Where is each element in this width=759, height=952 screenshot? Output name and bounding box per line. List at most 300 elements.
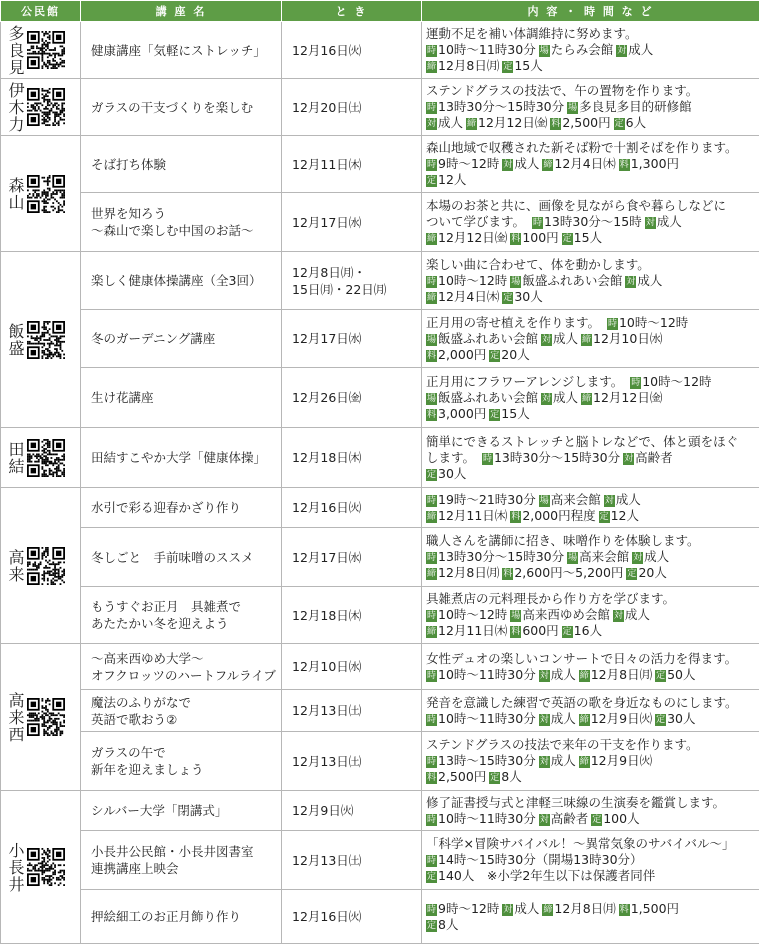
detail-text: 多良見多目的研修館 — [579, 99, 692, 114]
detail-text: 140人 ※小学2年生以下は保護者同伴 — [438, 868, 656, 883]
course-details — [422, 528, 759, 587]
time-label: 時 — [426, 276, 436, 287]
detail-text: たらみ会館 — [550, 42, 614, 57]
fee-label: 料 — [511, 234, 521, 244]
detail-text: ついて学びます。 — [426, 214, 529, 229]
qr-code-icon — [27, 439, 65, 477]
course-details — [422, 587, 759, 644]
hall-cell — [1, 252, 81, 428]
course-date: 12月17日㈬ — [282, 310, 422, 368]
course-row — [1, 488, 759, 528]
detail-text: 女性デュオの楽しいコンサートで日々の活力を得ます。 — [426, 650, 738, 666]
header-content: 内 容 ・ 時 間 な ど — [422, 1, 759, 22]
capacity-label: 定 — [490, 350, 500, 361]
detail-text: 10時～11時30分 — [438, 42, 536, 57]
detail-text: 高齢者 — [635, 449, 673, 465]
detail-line — [426, 315, 755, 331]
capacity-label: 定 — [656, 714, 666, 725]
detail-text: ステンドグラスの技法で来年の干支を作ります。 — [426, 737, 699, 752]
qr-code-icon — [27, 848, 65, 886]
deadline-label: 締 — [467, 119, 477, 129]
course-date: 12月13日㈯ — [282, 831, 422, 890]
course-name: ガラスの干支づくりを楽しむ — [81, 79, 282, 136]
course-row — [1, 528, 759, 587]
capacity-label: 定 — [503, 292, 513, 303]
detail-line — [426, 42, 755, 58]
detail-text: 12月12日㈮ — [438, 230, 508, 245]
detail-text: 10時～11時30分 — [438, 666, 536, 682]
qr-code-icon — [27, 547, 65, 585]
detail-line — [426, 737, 755, 753]
course-row — [1, 310, 759, 368]
course-details — [422, 732, 759, 791]
detail-line — [426, 156, 755, 172]
course-name: 水引で彩る迎春かざり作り — [81, 488, 282, 528]
time-label: 時 — [426, 814, 436, 825]
detail-text: 高来会館 — [550, 491, 601, 507]
deadline-label: 締 — [582, 393, 592, 404]
detail-text: 本場のお茶と共に、画像を見ながら食や暮らしなどに — [426, 198, 727, 213]
fee-label: 料 — [619, 904, 629, 915]
course-row — [1, 79, 759, 136]
capacity-label: 定 — [614, 119, 624, 129]
qr-code-icon — [27, 88, 65, 126]
detail-text: 9時～12時 — [438, 156, 500, 171]
course-name: 押絵細工のお正月飾り作り — [81, 890, 282, 944]
course-row — [1, 136, 759, 193]
time-label: 時 — [426, 160, 436, 170]
course-details — [422, 488, 759, 528]
detail-text: 13時30分～15時30分 — [493, 449, 621, 465]
deadline-label: 締 — [543, 904, 553, 915]
detail-text: 8人 — [438, 916, 459, 932]
hall-wrap — [1, 25, 80, 76]
course-row — [1, 644, 759, 690]
course-date: 12月18日㈭ — [282, 428, 422, 488]
time-label: 時 — [426, 553, 436, 563]
header-course: 講 座 名 — [81, 1, 282, 22]
target-label: 対 — [539, 670, 549, 681]
target-label: 対 — [539, 757, 549, 767]
course-date: 12月16日㈫ — [282, 488, 422, 528]
course-date: 12月16日㈫ — [282, 22, 422, 79]
course-name: 生け花講座 — [81, 368, 282, 428]
detail-line — [426, 115, 755, 131]
capacity-label: 定 — [503, 62, 513, 72]
place-label: 場 — [511, 276, 521, 287]
detail-text: 100人 — [603, 810, 640, 826]
detail-text: 飯盛ふれあい会館 — [522, 272, 623, 288]
target-label: 対 — [503, 160, 513, 170]
deadline-label: 締 — [582, 334, 592, 345]
course-date: 12月11日㈭ — [282, 136, 422, 193]
course-details — [422, 310, 759, 368]
detail-line — [426, 508, 755, 524]
detail-text: 成人 — [656, 214, 682, 229]
course-details — [422, 79, 759, 136]
detail-text: 2,600円～5,200円 — [514, 565, 624, 580]
hall-wrap — [1, 321, 80, 359]
course-details — [422, 791, 759, 831]
course-row — [1, 428, 759, 488]
detail-text: 20人 — [501, 346, 530, 362]
detail-line — [426, 711, 755, 727]
course-date: 12月13日㈯ — [282, 732, 422, 791]
detail-text: します。 — [426, 449, 479, 465]
detail-text: ステンドグラスの技法で、午の置物を作ります。 — [426, 83, 699, 98]
course-details — [422, 136, 759, 193]
target-label: 対 — [604, 495, 614, 506]
hall-wrap — [1, 175, 80, 213]
detail-line — [426, 230, 755, 246]
detail-line — [426, 852, 755, 868]
detail-line — [426, 492, 755, 508]
course-date: 12月10日㈬ — [282, 644, 422, 690]
course-details — [422, 690, 759, 732]
detail-text: 「科学×冒険サバイバル！～異常気象のサバイバル～」 — [426, 836, 735, 851]
detail-text: 修了証書授与式と津軽三味線の生演奏を鑑賞します。 — [426, 794, 726, 810]
course-name: もうすぐお正月 具雑煮で あたたかい冬を迎えよう — [81, 587, 282, 644]
detail-text: 1,300円 — [630, 156, 680, 171]
capacity-label: 定 — [627, 569, 637, 579]
detail-text: 成人 — [553, 389, 579, 405]
header-when: と き — [282, 1, 422, 22]
detail-line — [426, 99, 755, 115]
course-name: そば打ち体験 — [81, 136, 282, 193]
detail-text: 12人 — [438, 172, 467, 187]
hall-cell — [1, 22, 81, 79]
deadline-label: 締 — [543, 160, 553, 170]
detail-line — [426, 374, 755, 390]
detail-text: 高齢者 — [550, 810, 589, 826]
detail-text: 15人 — [573, 230, 603, 245]
detail-text: 15人 — [514, 58, 543, 73]
target-label: 対 — [542, 393, 552, 404]
hall-cell — [1, 488, 81, 644]
course-date: 12月13日㈯ — [282, 690, 422, 732]
target-label: 対 — [626, 276, 636, 287]
detail-line — [426, 257, 755, 273]
capacity-label: 定 — [490, 409, 500, 420]
course-row — [1, 732, 759, 791]
detail-text: 森山地域で収穫された新そば粉で十割そばを作ります。 — [426, 140, 738, 155]
detail-line — [426, 172, 755, 188]
qr-code-icon — [27, 321, 65, 359]
detail-text: 10時～11時30分 — [438, 710, 536, 726]
qr-code-icon — [27, 698, 65, 736]
hall-cell — [1, 428, 81, 488]
course-date: 12月16日㈫ — [282, 890, 422, 944]
deadline-label: 締 — [579, 670, 589, 681]
detail-line — [426, 549, 755, 565]
detail-text: 成人 — [550, 666, 576, 682]
detail-text: 13時30分～15時 — [543, 214, 642, 229]
detail-text: 12月8日㈪ — [438, 58, 500, 73]
course-date: 12月18日㈭ — [282, 587, 422, 644]
detail-text: 2,000円 — [438, 346, 487, 362]
detail-text: 成人 — [644, 549, 670, 564]
course-date: 12月17日㈬ — [282, 528, 422, 587]
detail-line — [426, 836, 755, 852]
place-label: 場 — [539, 46, 549, 56]
course-name: 楽しく健康体操講座（全3回） — [81, 252, 282, 310]
place-label: 場 — [568, 103, 578, 113]
course-row — [1, 831, 759, 890]
course-row — [1, 791, 759, 831]
detail-text: 10時～12時 — [618, 314, 689, 330]
hall-wrap — [1, 439, 80, 477]
hall-cell — [1, 136, 81, 252]
course-row — [1, 890, 759, 944]
detail-text: 100円 — [522, 230, 559, 245]
fee-label: 料 — [503, 569, 513, 579]
hall-name: 多良見 — [6, 24, 25, 76]
capacity-label: 定 — [592, 814, 602, 825]
course-name: 小長井公民館・小長井図書室 連携講座上映会 — [81, 831, 282, 890]
detail-line — [426, 607, 755, 623]
capacity-label: 定 — [426, 920, 436, 931]
detail-text: 3,000円 — [438, 405, 487, 421]
detail-text: 楽しい曲に合わせて、体を動かします。 — [426, 256, 650, 272]
course-details — [422, 193, 759, 252]
course-row — [1, 193, 759, 252]
hall-cell — [1, 79, 81, 136]
course-details — [422, 252, 759, 310]
detail-line — [426, 466, 755, 482]
time-label: 時 — [426, 856, 436, 866]
course-row — [1, 690, 759, 732]
course-name: シルバー大学「閉講式」 — [81, 791, 282, 831]
hall-name: 伊木力 — [6, 81, 25, 133]
detail-text: 9時～12時 — [438, 900, 500, 916]
detail-text: 13時30分～15時30分 — [438, 549, 565, 564]
qr-code-icon — [27, 31, 65, 69]
detail-text: 30人 — [514, 288, 543, 304]
place-label: 場 — [539, 495, 549, 506]
detail-text: 2,500円 — [438, 769, 487, 784]
hall-name: 高来 — [6, 548, 25, 583]
time-label: 時 — [426, 757, 436, 767]
detail-line — [426, 811, 755, 827]
course-name: ～高来西ゆめ大学～ オフクロッツのハートフルライブ — [81, 644, 282, 690]
time-label: 時 — [426, 611, 436, 621]
detail-text: 50人 — [667, 666, 696, 682]
detail-line — [426, 769, 755, 785]
detail-text: 飯盛ふれあい会館 — [438, 389, 539, 405]
detail-line — [426, 591, 755, 607]
detail-text: 12月10日㈬ — [593, 330, 663, 346]
detail-text: 高来西ゆめ会館 — [522, 607, 610, 622]
detail-line — [426, 917, 755, 933]
course-name: 健康講座「気軽にストレッチ」 — [81, 22, 282, 79]
detail-text: 12月9日㈫ — [590, 753, 653, 768]
detail-line — [426, 695, 755, 711]
detail-text: 12月9日㈫ — [590, 710, 653, 726]
hall-name: 田結 — [6, 440, 25, 475]
header-hall: 公民館 — [1, 1, 81, 22]
detail-text: 19時～21時30分 — [438, 491, 536, 507]
capacity-label: 定 — [562, 627, 572, 637]
hall-name: 森山 — [6, 176, 25, 211]
fee-label: 料 — [619, 160, 629, 170]
course-row — [1, 252, 759, 310]
detail-text: 10時～12時 — [438, 607, 508, 622]
course-name: 冬のガーデニング講座 — [81, 310, 282, 368]
detail-line — [426, 434, 755, 450]
detail-text: 簡単にできるストレッチと脳トレなどで、体と頭をほぐ — [426, 433, 739, 449]
detail-text: 2,500円 — [562, 115, 611, 130]
hall-wrap — [1, 692, 80, 743]
course-details — [422, 368, 759, 428]
time-label: 時 — [631, 377, 641, 388]
detail-text: 30人 — [438, 465, 467, 481]
capacity-label: 定 — [490, 773, 500, 783]
detail-text: 1,500円 — [630, 900, 680, 916]
detail-line — [426, 289, 755, 305]
target-label: 対 — [624, 453, 634, 464]
detail-text: 成人 — [550, 710, 576, 726]
deadline-label: 締 — [426, 627, 436, 637]
detail-text: 運動不足を補い体調維持に努めます。 — [426, 26, 638, 41]
detail-text: 成人 — [624, 607, 650, 622]
capacity-label: 定 — [562, 234, 572, 244]
detail-text: 成人 — [514, 156, 540, 171]
course-name: 田結すこやか大学「健康体操」 — [81, 428, 282, 488]
detail-text: 成人 — [553, 330, 579, 346]
time-label: 時 — [426, 670, 436, 681]
deadline-label: 締 — [579, 714, 589, 725]
target-label: 対 — [426, 119, 436, 129]
detail-line — [426, 753, 755, 769]
capacity-label: 定 — [426, 176, 436, 186]
detail-text: 12月8日㈪ — [590, 666, 653, 682]
detail-line — [426, 795, 755, 811]
target-label: 対 — [539, 714, 549, 725]
capacity-label: 定 — [656, 670, 666, 681]
hall-wrap — [1, 547, 80, 585]
time-label: 時 — [607, 318, 617, 329]
course-date: 12月9日㈫ — [282, 791, 422, 831]
time-label: 時 — [426, 495, 436, 506]
detail-text: 14時～15時30分（開場13時30分） — [438, 852, 643, 867]
detail-line — [426, 901, 755, 917]
time-label: 時 — [426, 714, 436, 725]
course-details — [422, 890, 759, 944]
detail-text: 成人 — [637, 272, 663, 288]
detail-text: 16人 — [573, 623, 603, 638]
course-row — [1, 368, 759, 428]
header-row — [1, 1, 759, 22]
target-label: 対 — [539, 814, 549, 825]
detail-line — [426, 198, 755, 214]
time-label: 時 — [532, 218, 542, 228]
detail-line — [426, 26, 755, 42]
target-label: 対 — [645, 218, 655, 228]
fee-label: 料 — [426, 409, 436, 420]
fee-label: 料 — [426, 773, 436, 783]
detail-line — [426, 58, 755, 74]
detail-text: 12月8日㈪ — [438, 565, 500, 580]
detail-text: 12月4日㈭ — [438, 288, 500, 304]
detail-text: 30人 — [667, 710, 696, 726]
detail-line — [426, 390, 755, 406]
detail-line — [426, 214, 755, 230]
course-date: 12月8日㈪・ 15日㈪・22日㈪ — [282, 252, 422, 310]
hall-name: 飯盛 — [6, 322, 25, 357]
hall-wrap — [1, 842, 80, 893]
deadline-label: 締 — [426, 234, 436, 244]
detail-line — [426, 331, 755, 347]
course-name: 魔法のふりがなで 英語で歌おう② — [81, 690, 282, 732]
detail-text: 具雑煮店の元料理長から作り方を学びます。 — [426, 591, 676, 606]
detail-text: 飯盛ふれあい会館 — [438, 330, 539, 346]
detail-line — [426, 651, 755, 667]
detail-text: 12月4日㈭ — [554, 156, 616, 171]
detail-line — [426, 623, 755, 639]
detail-line — [426, 347, 755, 363]
course-details — [422, 831, 759, 890]
hall-cell — [1, 791, 81, 944]
detail-text: 2,000円程度 — [522, 507, 596, 523]
course-name: ガラスの午で 新年を迎えましょう — [81, 732, 282, 791]
detail-line — [426, 273, 755, 289]
detail-line — [426, 868, 755, 884]
detail-text: 12月12日㈮ — [593, 389, 663, 405]
detail-line — [426, 406, 755, 422]
detail-text: 12人 — [610, 507, 640, 523]
detail-text: 正月用の寄せ植えを作ります。 — [426, 314, 604, 330]
detail-text: 12月11日㈭ — [438, 507, 508, 523]
fee-label: 料 — [426, 350, 436, 361]
fee-label: 料 — [511, 511, 521, 522]
place-label: 場 — [511, 611, 521, 621]
detail-line — [426, 533, 755, 549]
course-row — [1, 22, 759, 79]
detail-text: 10時～12時 — [438, 272, 508, 288]
qr-code-icon — [27, 175, 65, 213]
hall-cell — [1, 644, 81, 791]
capacity-label: 定 — [426, 872, 436, 882]
course-row — [1, 587, 759, 644]
capacity-label: 定 — [426, 469, 436, 480]
time-label: 時 — [482, 453, 492, 464]
time-label: 時 — [426, 46, 436, 56]
capacity-label: 定 — [599, 511, 609, 522]
place-label: 場 — [426, 393, 436, 404]
detail-text: 20人 — [638, 565, 667, 580]
detail-text: 13時30分～15時30分 — [438, 99, 565, 114]
detail-text: 成人 — [514, 900, 540, 916]
detail-text: 成人 — [615, 491, 641, 507]
detail-text: 成人 — [628, 42, 654, 57]
time-label: 時 — [426, 103, 436, 113]
course-details — [422, 22, 759, 79]
target-label: 対 — [633, 553, 643, 563]
detail-text: 8人 — [501, 769, 522, 784]
target-label: 対 — [503, 904, 513, 915]
detail-text: 12月12日㈮ — [478, 115, 548, 130]
hall-name: 小長井 — [6, 841, 25, 893]
detail-text: 600円 — [522, 623, 559, 638]
time-label: 時 — [426, 904, 436, 915]
target-label: 対 — [542, 334, 552, 345]
detail-line — [426, 140, 755, 156]
detail-text: 正月用にフラワーアレンジします。 — [426, 373, 628, 389]
course-name: 世界を知ろう ～森山で楽しむ中国のお話～ — [81, 193, 282, 252]
hall-name: 高来西 — [6, 691, 25, 743]
place-label: 場 — [426, 334, 436, 345]
detail-text: 成人 — [550, 753, 576, 768]
